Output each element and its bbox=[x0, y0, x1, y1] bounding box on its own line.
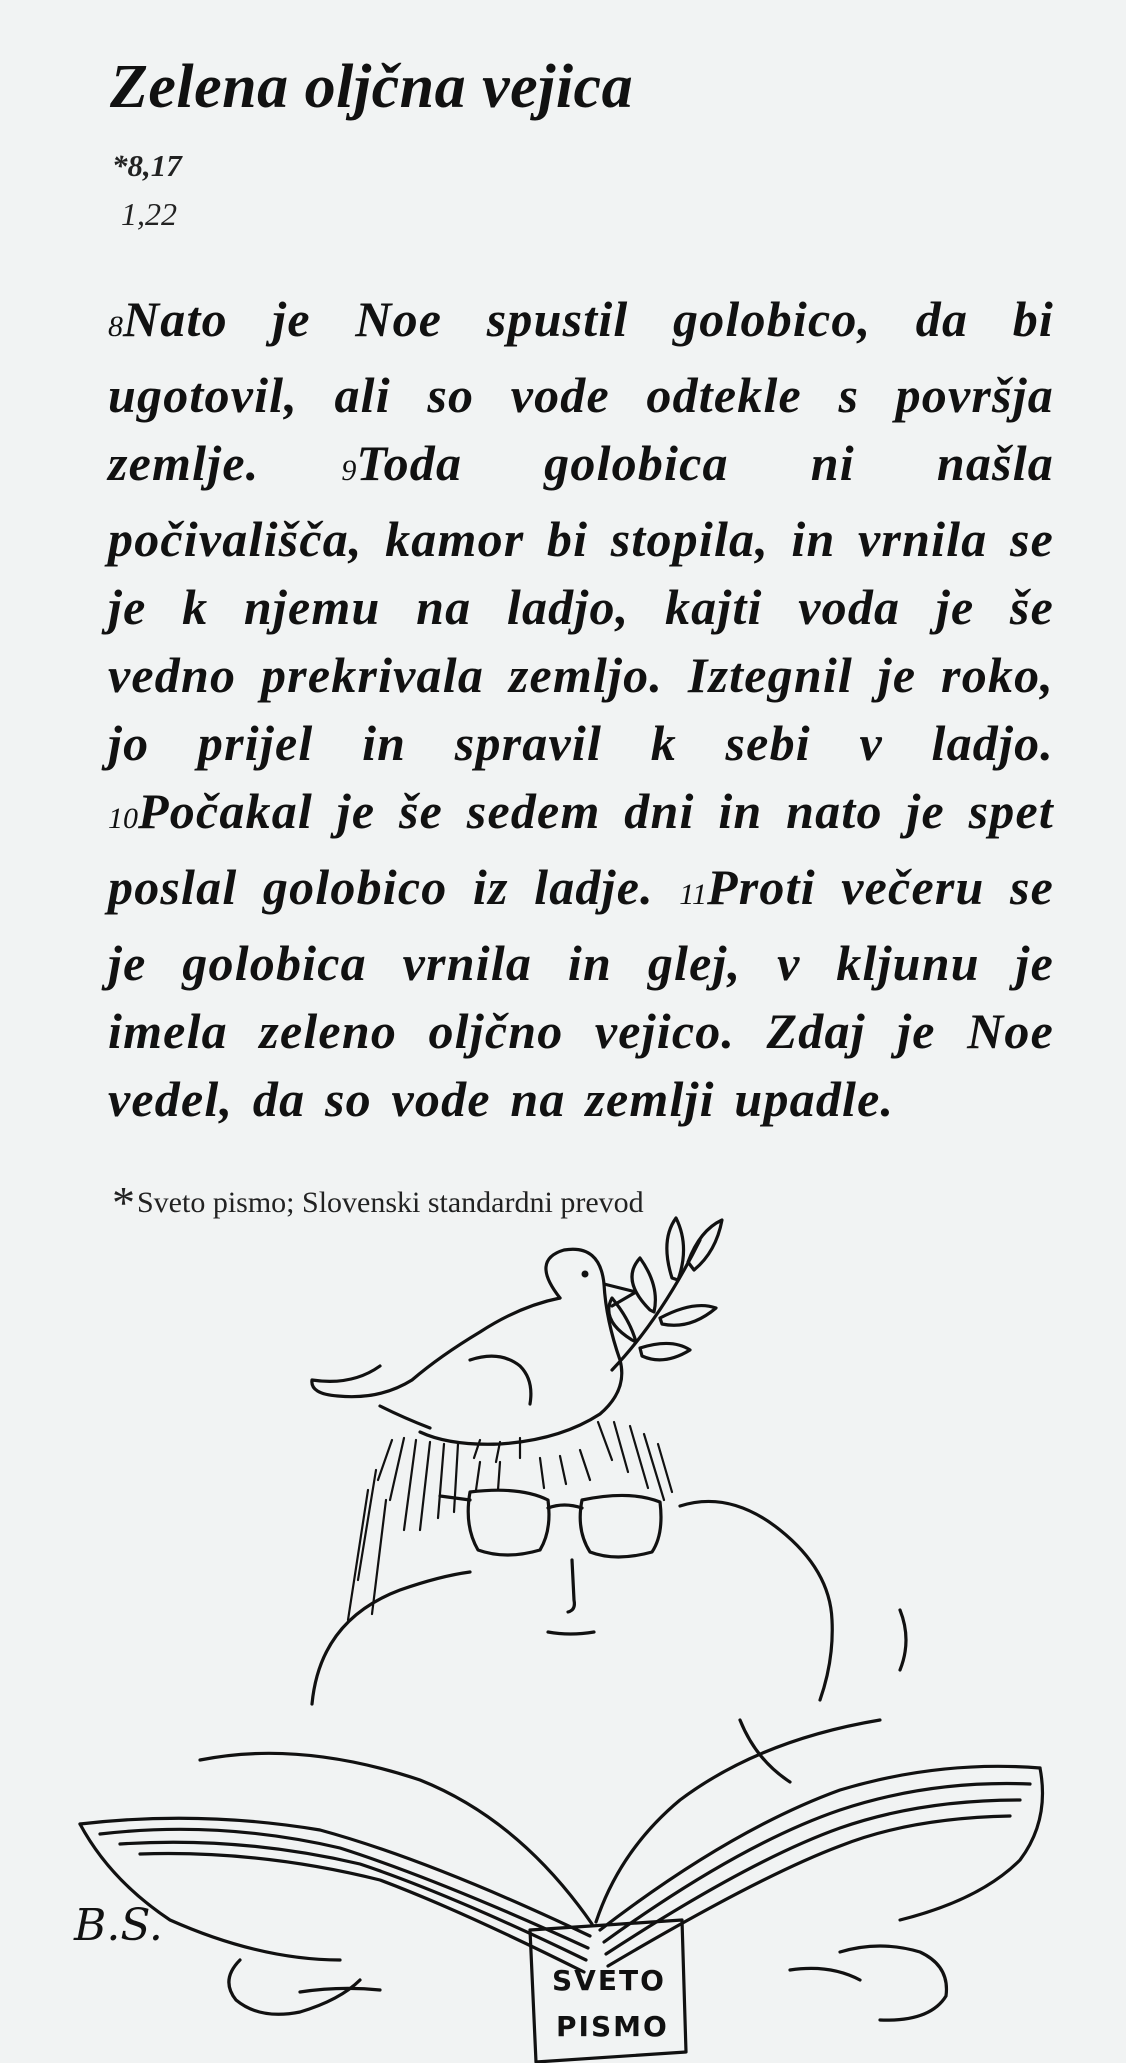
footnote-text: Sveto pismo; Slovenski standardni prevod bbox=[137, 1186, 644, 1219]
footnote-marker: * bbox=[112, 1177, 135, 1228]
artist-signature: B.S. bbox=[74, 1900, 163, 1951]
verse-number: 11 bbox=[679, 878, 708, 911]
verse-text: Nato je Noe spustil golobico, da bi ugotovil, ali so vode odtekle s površja zemlje. bbox=[108, 291, 1054, 491]
ink-drawing bbox=[0, 1200, 1126, 2063]
verse-number: 8 bbox=[108, 310, 123, 343]
glasses-icon bbox=[440, 1490, 661, 1557]
book-label-line-2: PISMO bbox=[556, 2010, 669, 2043]
book-spine bbox=[530, 1920, 686, 2062]
book-label-line-1: SVETO bbox=[552, 1964, 666, 1997]
dove-icon bbox=[312, 1249, 636, 1462]
olive-branch-icon bbox=[609, 1218, 722, 1370]
reference-primary: *8,17 bbox=[112, 148, 182, 183]
verse-text: Toda golobica ni našla počivališča, kamor bi stopila, in vrnila se je k njemu na ladjo, kajti voda je še vedno prekrivala zemljo. Iztegnil je roko, jo prijel in spravil k sebi v ladjo. bbox=[108, 435, 1054, 771]
illustration-reader-with-dove bbox=[0, 1200, 1126, 2063]
verse-number: 9 bbox=[341, 454, 357, 487]
reader-figure bbox=[312, 1501, 906, 1782]
passage bbox=[108, 285, 1054, 1133]
open-book-icon bbox=[80, 1720, 1043, 1972]
reference-secondary: 1,22 bbox=[121, 196, 177, 232]
verse-text: Proti večeru se je golobica vrnila in glej, v kljunu je imela zeleno oljčno vejico. Zdaj je Noe vedel, da so vode na zemlji upadle. bbox=[108, 859, 1054, 1127]
verse-text: Počakal je še sedem dni in nato je spet poslal golobico iz ladje. bbox=[108, 783, 1054, 915]
page-title: Zelena oljčna vejica bbox=[110, 53, 634, 121]
verse-number: 10 bbox=[108, 802, 138, 835]
